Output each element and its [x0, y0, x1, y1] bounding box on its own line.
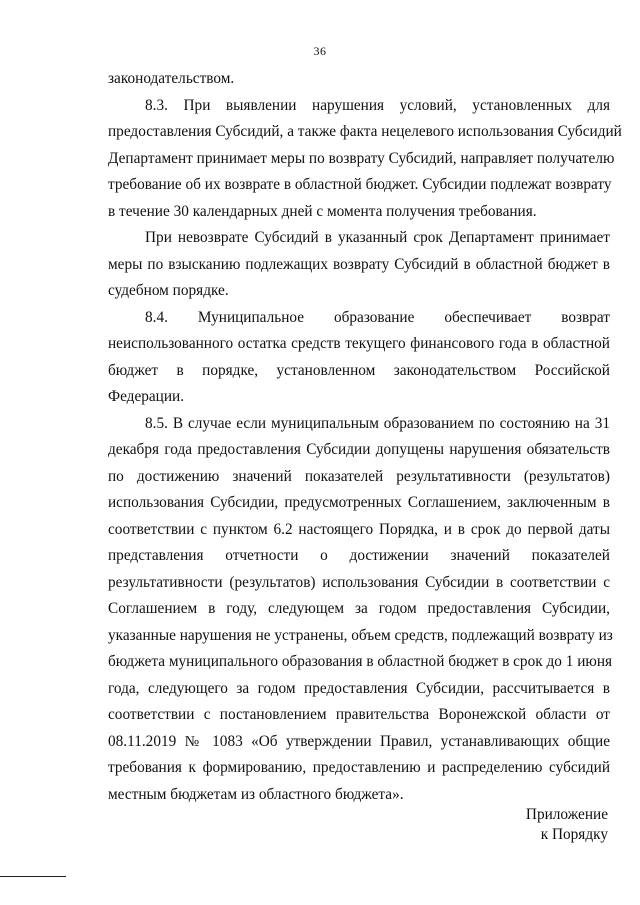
text-line: местным бюджетам из областного бюджета».	[108, 785, 404, 803]
text-line: меры по взысканию подлежащих возврату Субсидий в областной бюджет в	[108, 255, 610, 273]
appendix-title: Приложение	[525, 806, 608, 823]
text-line: в течение 30 календарных дней с момента получения требования.	[108, 202, 537, 220]
paragraph-8-5-start: 8.5. В случае если муниципальным образованием по состоянию на 31	[145, 414, 610, 432]
paragraph-8-3-start: 8.3. При выявлении нарушения условий, установленных для	[145, 96, 610, 114]
text-line: указанные нарушения не устранены, объем средств, подлежащий возврату из	[108, 626, 613, 644]
document-body	[108, 66, 622, 808]
text-line: бюджета муниципального образования в областной бюджет в срок до 1 июня	[108, 653, 613, 670]
page-number: 36	[313, 44, 327, 58]
text-line: соответствии с постановлением правительства Воронежской области от	[108, 706, 610, 723]
text-line: бюджет в порядке, установленном законодательством Российской	[108, 361, 610, 379]
footnote-separator	[0, 876, 66, 877]
text-line: требование об их возврате в областной бюджет. Субсидии подлежат возврату	[108, 176, 612, 193]
text-line: по достижению значений показателей результативности (результатов)	[108, 467, 610, 485]
text-line: судебном порядке.	[108, 282, 229, 299]
text-line: использования Субсидии, предусмотренных Соглашением, заключенным в	[108, 494, 610, 511]
text-line: соответствии с пунктом 6.2 настоящего Порядка, и в срок до первой даты	[108, 520, 610, 538]
appendix-subtitle: к Порядку	[540, 826, 608, 843]
text-line: декабря года предоставления Субсидии допущены нарушения обязательств	[108, 441, 610, 458]
text-line: представления отчетности о достижении значений показателей	[108, 547, 610, 564]
paragraph-8-4-start: 8.4. Муниципальное образование обеспечивает возврат	[145, 308, 610, 326]
text-line: Федерации.	[108, 388, 185, 405]
text-line: года, следующего за годом предоставления Субсидии, рассчитывается в	[108, 679, 610, 697]
text-line: 08.11.2019 № 1083 «Об утверждении Правил, устанавливающих общие	[108, 732, 610, 750]
appendix-heading	[526, 805, 608, 845]
text-line: Департамент принимает меры по возврату Субсидий, направляет получателю	[108, 149, 615, 167]
text-line: результативности (результатов) использования Субсидии в соответствии с	[108, 573, 610, 591]
text-line: требования к формированию, предоставлению и распределению субсидий	[108, 759, 610, 776]
paragraph-nonreturn-start: При невозврате Субсидий в указанный срок Департамент принимает	[145, 229, 610, 246]
text-line: законодательством.	[108, 70, 235, 87]
text-line: Соглашением в году, следующем за годом предоставления Субсидии,	[108, 600, 610, 617]
text-line: предоставления Субсидий, а также факта нецелевого использования Субсидий	[108, 123, 622, 140]
text-line: неиспользованного остатка средств текущего финансового года в областной	[108, 335, 610, 352]
